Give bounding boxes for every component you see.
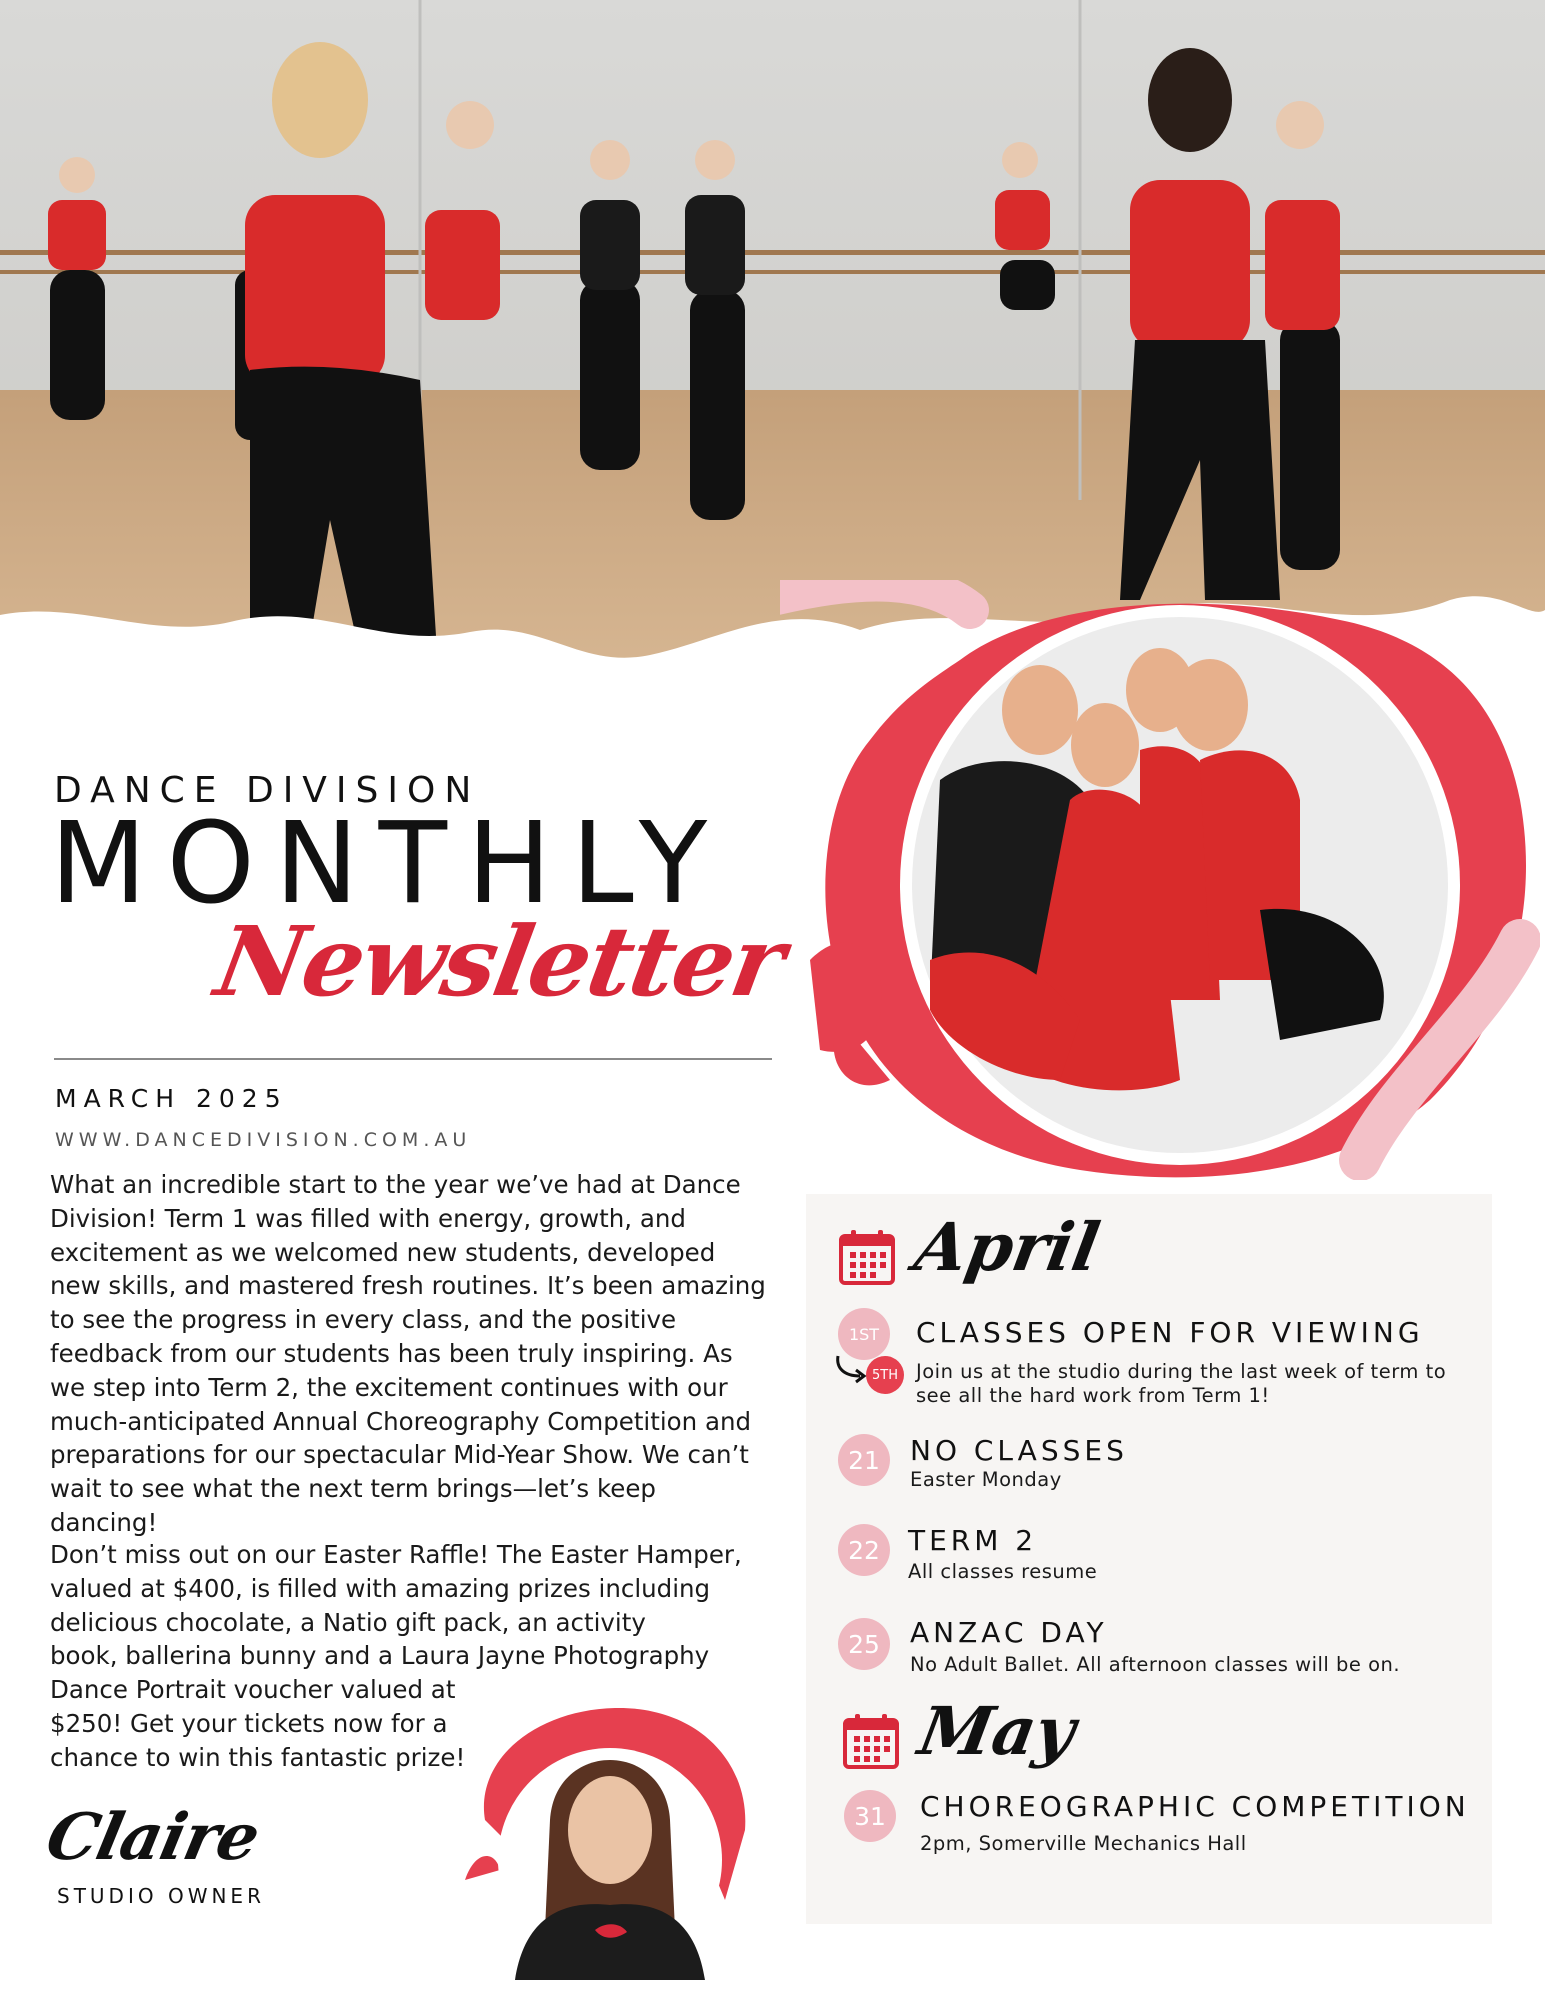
- owner-portrait: [455, 1700, 755, 1980]
- curved-arrow-icon: [834, 1354, 870, 1384]
- calendar-icon: [838, 1228, 896, 1286]
- brand-name: DANCE DIVISION: [54, 770, 481, 811]
- newsletter-title: MONTHLY: [50, 799, 728, 929]
- event-description: Join us at the studio during the last week of term to see all the hard work from Term 1!: [916, 1360, 1447, 1407]
- intro-text: [50, 1168, 770, 1540]
- event-title: TERM 2: [908, 1524, 1038, 1557]
- event-day-badge: 31: [844, 1790, 896, 1842]
- event-day-badge: 25: [838, 1618, 890, 1670]
- raffle-line: valued at $400, is filled with amazing prizes including: [50, 1573, 711, 1603]
- signature-name: Claire: [40, 1800, 266, 1875]
- event-description: No Adult Ballet. All afternoon classes will be on.: [910, 1653, 1401, 1676]
- signature-role: STUDIO OWNER: [57, 1884, 265, 1908]
- event-day-badge: 1ST: [838, 1308, 890, 1360]
- calendar-icon: [842, 1712, 900, 1770]
- raffle-line: book, ballerina bunny and a Laura Jayne Photography: [50, 1641, 710, 1671]
- month-april: April: [909, 1208, 1106, 1286]
- event-day-badge: 22: [838, 1524, 890, 1576]
- issue-date: MARCH 2025: [55, 1084, 288, 1113]
- month-may: May: [913, 1692, 1082, 1770]
- raffle-line: delicious chocolate, a Natio gift pack, an activity: [50, 1607, 646, 1637]
- event-day-end-badge: 5TH: [866, 1356, 904, 1394]
- divider: [54, 1058, 772, 1060]
- raffle-line: Dance Portrait voucher valued at $250! Get your tickets now for a chance to win this fantastic prize!: [50, 1675, 466, 1772]
- event-title: CLASSES OPEN FOR VIEWING: [916, 1316, 1424, 1349]
- event-description: 2pm, Somerville Mechanics Hall: [920, 1832, 1247, 1855]
- event-title: ANZAC DAY: [910, 1616, 1108, 1649]
- group-photo-dancers: [780, 580, 1540, 1180]
- event-day-badge: 21: [838, 1434, 890, 1486]
- event-title: CHOREOGRAPHIC COMPETITION: [920, 1790, 1470, 1823]
- raffle-line: Don’t miss out on our Easter Raffle! The Easter Hamper,: [50, 1540, 742, 1569]
- event-description: Easter Monday: [910, 1468, 1062, 1491]
- intro-paragraph: What an incredible start to the year we’ve had at Dance Division! Term 1 was filled with energy, growth, and excitement as we welcomed new students, developed new skills, and mastered fresh routines. It’s been amazing to see the progress in every class, and the positive feedback from our students has been truly inspiring. As we step into Term 2, the excitement continues with our much-anticipated Annual Choreography Competition and preparations for our spectacular Mid-Year Show. We can’t wait to see what the next term brings—let’s keep dancing!: [50, 1170, 766, 1537]
- event-title: NO CLASSES: [910, 1434, 1128, 1467]
- newsletter-script-title: Newsletter: [208, 905, 792, 1018]
- event-description: All classes resume: [908, 1560, 1098, 1583]
- calendar-panel: [806, 1194, 1492, 1924]
- website-link[interactable]: WWW.DANCEDIVISION.COM.AU: [55, 1129, 472, 1151]
